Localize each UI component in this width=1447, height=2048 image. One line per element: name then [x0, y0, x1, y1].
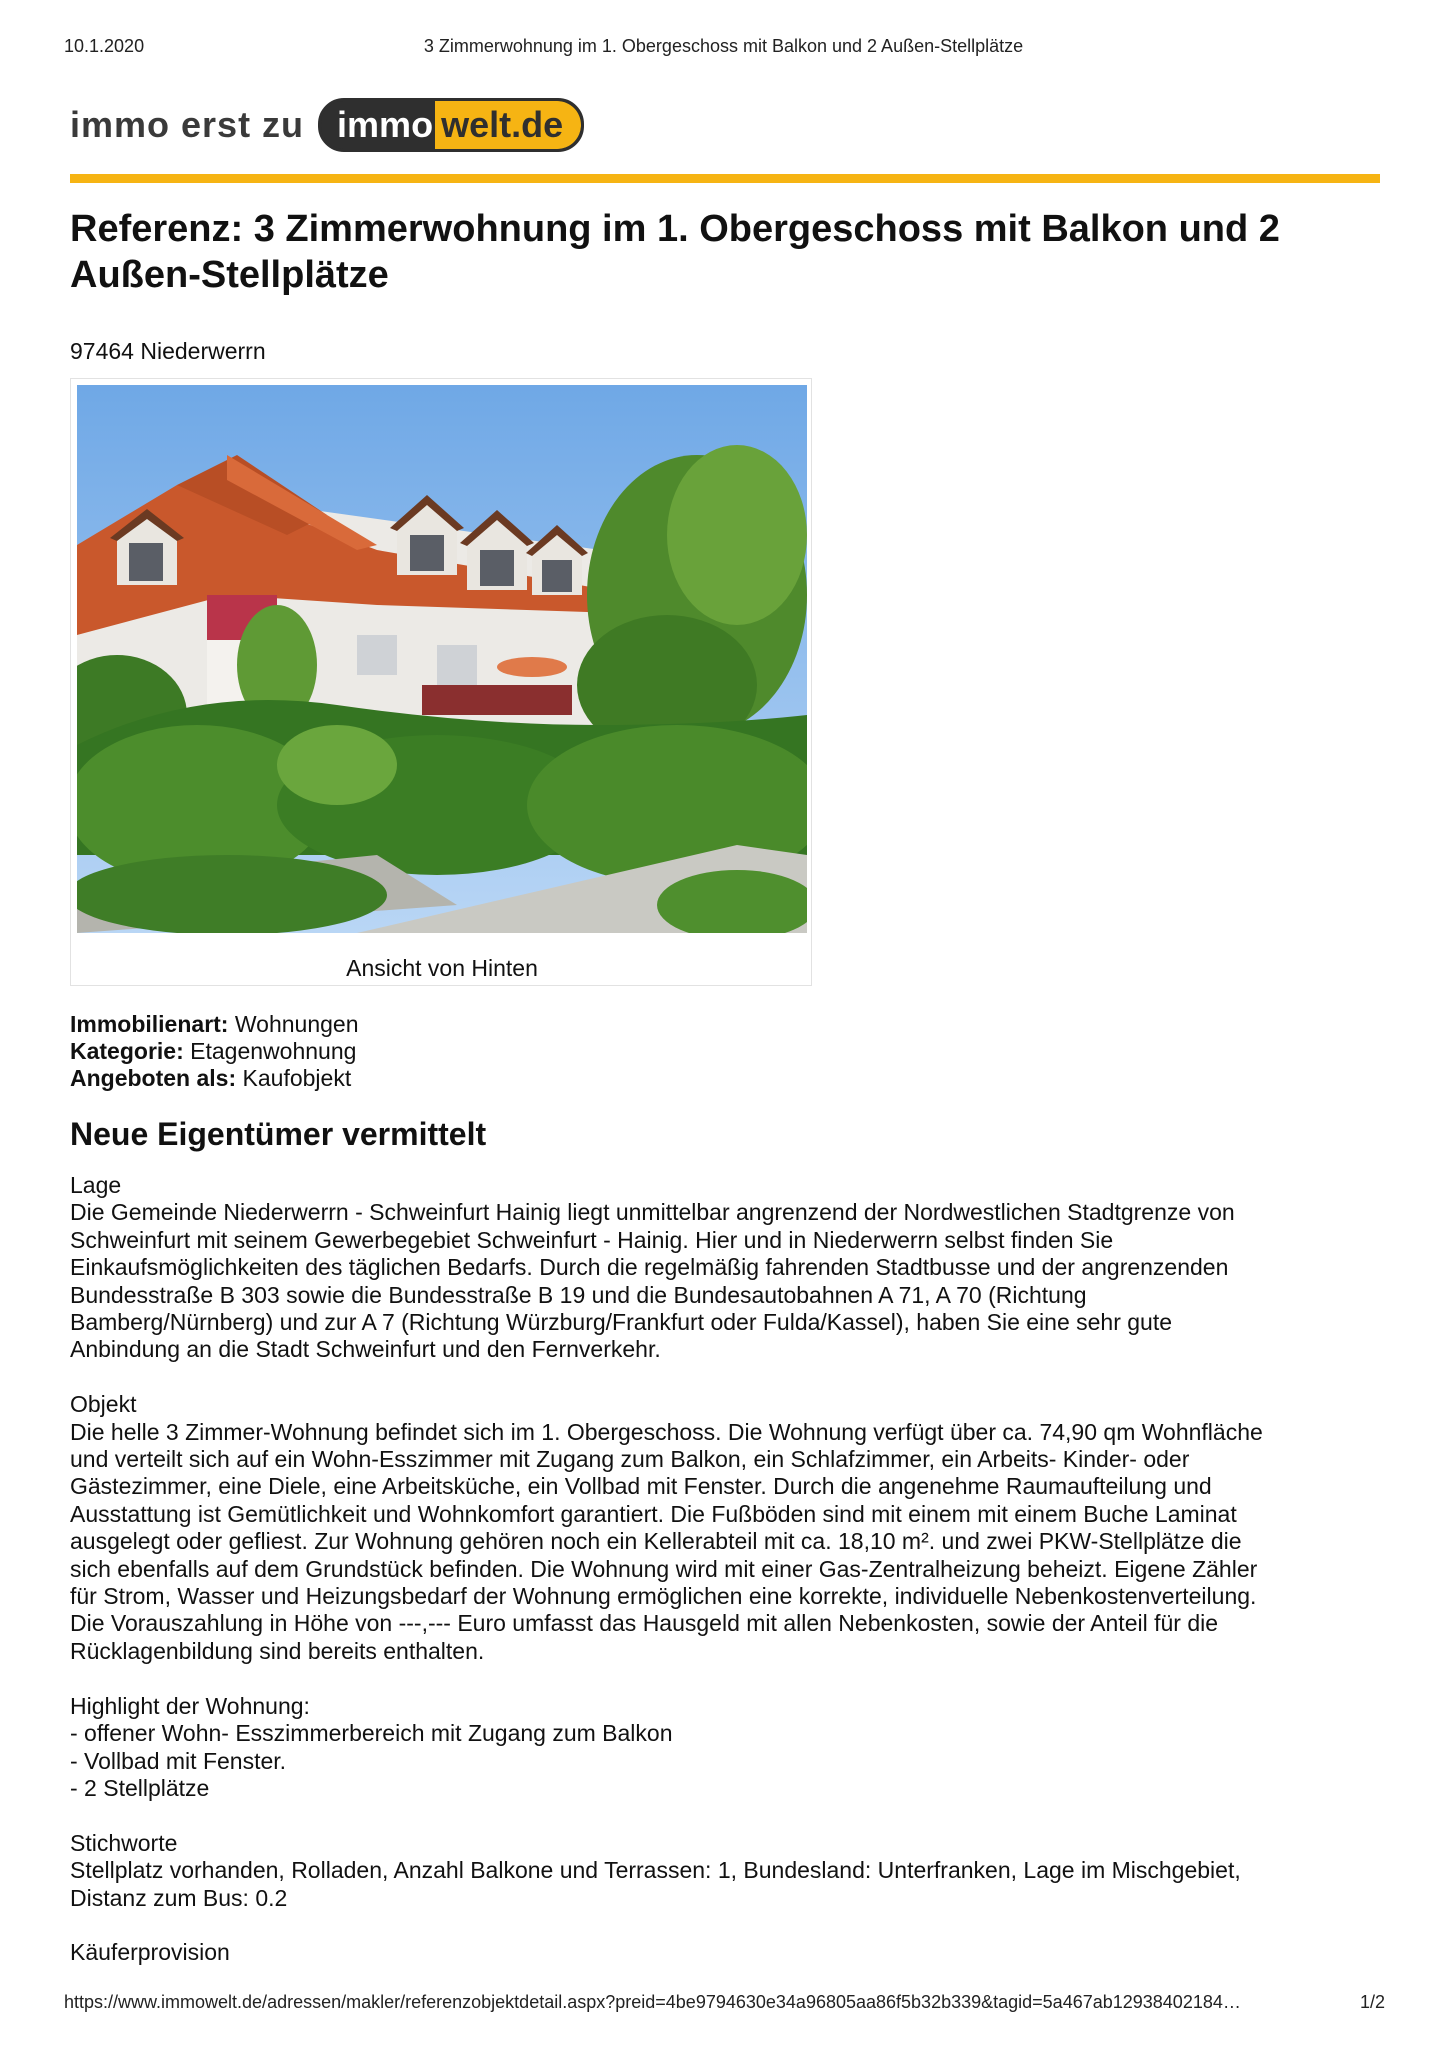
image-caption: Ansicht von Hinten	[346, 955, 538, 981]
lage-paragraph	[70, 1172, 1400, 1364]
text-line: für Strom, Wasser und Heizungsbedarf der Wohnung ermöglichen eine korrekte, individuelle Nebenkostenverteilung.	[70, 1583, 1257, 1610]
fact-immobilienart	[70, 1011, 358, 1038]
logo-brand-left: immo	[337, 104, 434, 145]
text-line: Schweinfurt mit seinem Gewerbegebiet Schweinfurt - Hainig. Hier und in Niederwerrn selbst finden Sie	[70, 1226, 1114, 1253]
text-line: Einkaufsmöglichkeiten des täglichen Bedarfs. Durch die regelmäßig fahrenden Stadtbusse und der angrenzenden	[70, 1254, 1229, 1281]
fact-label: Kategorie:	[70, 1038, 184, 1064]
text-line: Gästezimmer, eine Diele, eine Arbeitsküche, ein Vollbad mit Fenster. Durch die angenehme Raumaufteilung und	[70, 1473, 1212, 1500]
listing-location: 97464 Niederwerrn	[70, 338, 266, 364]
text-line: Distanz zum Bus: 0.2	[70, 1884, 288, 1911]
fact-value: Kaufobjekt	[242, 1065, 352, 1091]
fact-value: Etagenwohnung	[190, 1038, 357, 1064]
fact-kategorie	[70, 1038, 358, 1065]
logo-slogan: immo erst zu	[70, 104, 305, 145]
lage-heading: Lage	[70, 1172, 122, 1198]
section-title: Neue Eigentümer vermittelt	[70, 1116, 487, 1152]
provision-paragraph	[70, 1939, 1400, 1966]
accent-divider	[70, 174, 1380, 183]
text-line: Die Vorauszahlung in Höhe von ---,--- Euro umfasst das Hausgeld mit allen Nebenkosten, sowie der Anteil für die	[70, 1610, 1219, 1637]
text-line: Anbindung an die Stadt Schweinfurt und den Fernverkehr.	[70, 1336, 661, 1363]
listing-photo[interactable]	[77, 385, 807, 933]
fact-angeboten-als	[70, 1065, 358, 1092]
highlight-heading: Highlight der Wohnung:	[70, 1692, 310, 1719]
print-url[interactable]: https://www.immowelt.de/adressen/makler/referenzobjektdetail.aspx?preid=4be9794630e34a96805aa86f5b32b339&tagid=5a467ab12938402184…	[64, 1992, 1241, 2012]
logo-brand-right: welt.de	[435, 101, 581, 149]
text-line: Rücklagenbildung sind bereits enthalten.	[70, 1637, 485, 1664]
page-title: Referenz: 3 Zimmerwohnung im 1. Obergeschoss mit Balkon und 2 Außen-Stellplätze	[70, 208, 1280, 296]
fact-label: Angeboten als:	[70, 1065, 237, 1091]
objekt-paragraph	[70, 1391, 1400, 1665]
stichworte-paragraph	[70, 1830, 1400, 1912]
text-line: sich ebenfalls auf dem Grundstück befinden. Die Wohnung wird mit einer Gas-Zentralheizung beheizt. Eigene Zähler	[70, 1555, 1258, 1582]
listing-description	[70, 1172, 1400, 1994]
highlight-item: - offener Wohn- Esszimmerbereich mit Zugang zum Balkon	[70, 1720, 673, 1747]
print-header	[0, 36, 1447, 62]
text-line: Ausstattung ist Gemütlichkeit und Wohnkomfort garantiert. Die Fußböden sind mit einem mit einem Buche Laminat	[70, 1500, 1237, 1527]
provision-heading: Käuferprovision	[70, 1939, 230, 1966]
highlight-paragraph	[70, 1693, 1400, 1803]
highlight-item: - 2 Stellplätze	[70, 1774, 210, 1801]
page-number: 1/2	[1360, 1992, 1386, 2012]
text-line: Die helle 3 Zimmer-Wohnung befindet sich im 1. Obergeschoss. Die Wohnung verfügt über ca. 74,90 qm Wohnfläche	[70, 1418, 1263, 1445]
text-line: ausgelegt oder gefliest. Zur Wohnung gehören noch ein Kellerabteil mit ca. 18,10 m². und zwei PKW-Stellplätze die	[70, 1528, 1242, 1555]
listing-image-frame	[70, 378, 812, 986]
fact-value: Wohnungen	[234, 1011, 359, 1037]
logo-pill	[318, 98, 584, 152]
facts-list	[70, 1011, 358, 1092]
text-line: Bamberg/Nürnberg) und zur A 7 (Richtung Würzburg/Frankfurt oder Fulda/Kassel), haben Sie eine sehr gute	[70, 1309, 1173, 1336]
fact-label: Immobilienart:	[70, 1011, 229, 1037]
print-title: 3 Zimmerwohnung im 1. Obergeschoss mit Balkon und 2 Außen-Stellplätze	[423, 36, 1024, 56]
stichworte-heading: Stichworte	[70, 1829, 178, 1856]
text-line: und verteilt sich auf ein Wohn-Esszimmer mit Zugang zum Balkon, ein Schlafzimmer, ein Arbeits- Kinder- oder	[70, 1446, 1190, 1473]
highlight-item: - Vollbad mit Fenster.	[70, 1747, 287, 1774]
objekt-heading: Objekt	[70, 1391, 137, 1418]
text-line: Stellplatz vorhanden, Rolladen, Anzahl Balkone und Terrassen: 1, Bundesland: Unterfranken, Lage im Mischgebiet,	[70, 1857, 1241, 1884]
immowelt-logo[interactable]	[70, 100, 584, 150]
print-date: 10.1.2020	[64, 36, 145, 56]
text-line: Bundesstraße B 303 sowie die Bundesstraße B 19 und die Bundesautobahnen A 71, A 70 (Richtung	[70, 1281, 1087, 1308]
text-line: Die Gemeinde Niederwerrn - Schweinfurt Hainig liegt unmittelbar angrenzend der Nordwestlichen Stadtgrenze von	[70, 1199, 1235, 1226]
